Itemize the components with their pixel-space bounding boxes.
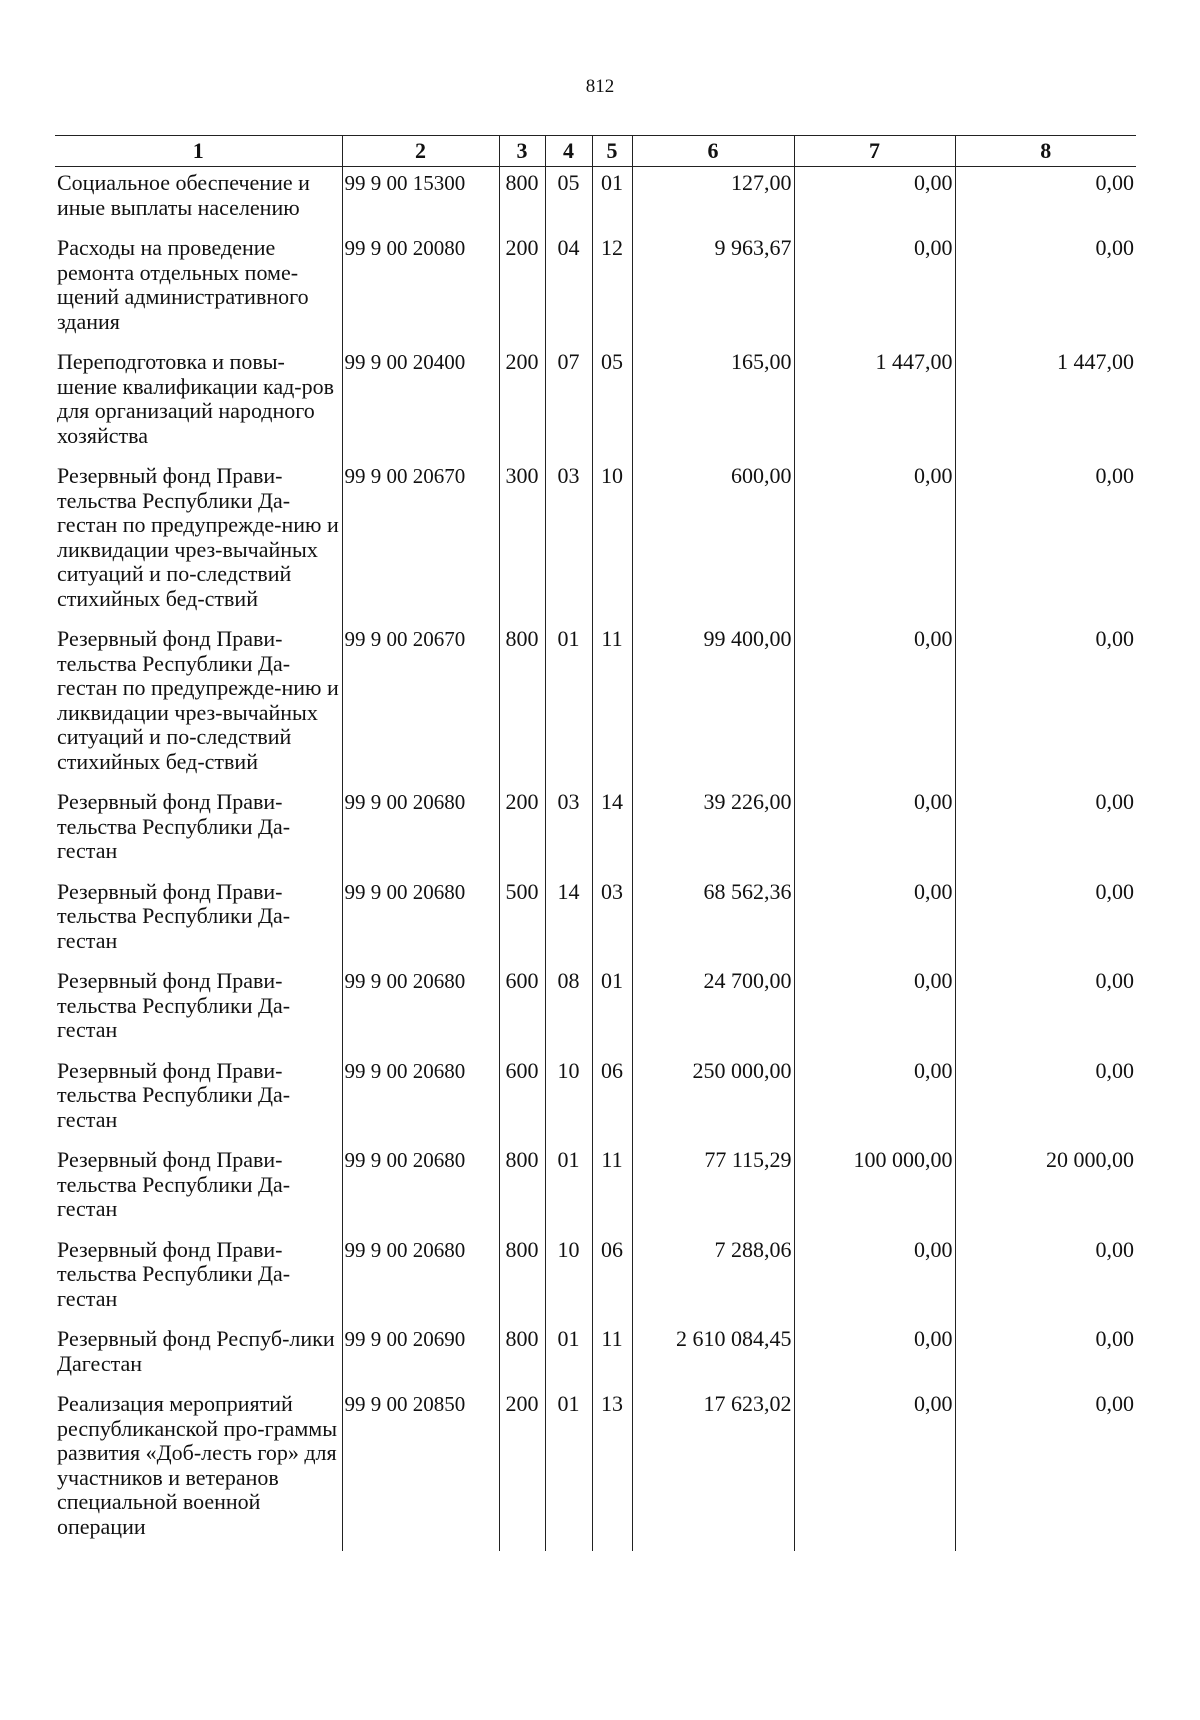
amount-column-7-cell: 0,00 bbox=[794, 232, 955, 346]
subsection-cell: 03 bbox=[592, 876, 632, 966]
amount-column-8-cell: 0,00 bbox=[955, 232, 1136, 346]
section-cell: 03 bbox=[545, 786, 592, 876]
target-article-code-cell: 99 9 00 20670 bbox=[342, 460, 499, 623]
expense-name-cell: Резервный фонд Прави-тельства Республики Да-гестан bbox=[57, 1057, 291, 1132]
expense-name-cell: Резервный фонд Прави-тельства Республики Да-гестан bbox=[57, 878, 291, 953]
amount-column-6-cell: 7 288,06 bbox=[632, 1234, 794, 1324]
expense-type-cell: 600 bbox=[499, 965, 545, 1055]
section-cell: 14 bbox=[545, 876, 592, 966]
amount-column-8-cell: 0,00 bbox=[955, 965, 1136, 1055]
amount-column-8-cell: 0,00 bbox=[955, 1234, 1136, 1324]
section-cell: 10 bbox=[545, 1055, 592, 1145]
column-header: 6 bbox=[632, 136, 794, 167]
expense-type-cell: 600 bbox=[499, 1055, 545, 1145]
header-row bbox=[55, 136, 1136, 167]
target-article-code-cell: 99 9 00 20680 bbox=[342, 876, 499, 966]
table-body bbox=[55, 167, 1136, 1552]
target-article-code-cell: 99 9 00 20690 bbox=[342, 1323, 499, 1388]
amount-column-8-cell: 0,00 bbox=[955, 786, 1136, 876]
subsection-cell: 11 bbox=[592, 1323, 632, 1388]
expense-type-cell: 800 bbox=[499, 623, 545, 786]
page-number: 812 bbox=[585, 76, 615, 97]
amount-column-6-cell: 68 562,36 bbox=[632, 876, 794, 966]
expense-name-cell: Реализация мероприятий республиканской про-граммы развития «Доб-лесть гор» для участников и ветеранов специальной военной операции bbox=[57, 1391, 337, 1539]
column-header: 2 bbox=[342, 136, 499, 167]
subsection-cell: 12 bbox=[592, 232, 632, 346]
subsection-cell: 13 bbox=[592, 1388, 632, 1551]
subsection-cell: 06 bbox=[592, 1234, 632, 1324]
subsection-cell: 01 bbox=[592, 167, 632, 233]
section-cell: 01 bbox=[545, 1144, 592, 1234]
amount-column-7-cell: 100 000,00 bbox=[794, 1144, 955, 1234]
column-header: 7 bbox=[794, 136, 955, 167]
amount-column-6-cell: 39 226,00 bbox=[632, 786, 794, 876]
expense-name-cell: Резервный фонд Прави-тельства Республики Да-гестан по предупрежде-нию и ликвидации чрез-вычайных ситуаций и по-следствий стихийных бед-ствий bbox=[57, 463, 339, 611]
column-header: 8 bbox=[955, 136, 1136, 167]
amount-column-8-cell: 0,00 bbox=[955, 460, 1136, 623]
subsection-cell: 11 bbox=[592, 623, 632, 786]
column-header: 4 bbox=[545, 136, 592, 167]
expense-name-cell: Резервный фонд Прави-тельства Республики Да-гестан по предупрежде-нию и ликвидации чрез-вычайных ситуаций и по-следствий стихийных бед-ствий bbox=[57, 626, 339, 774]
target-article-code-cell: 99 9 00 20850 bbox=[342, 1388, 499, 1551]
amount-column-7-cell: 1 447,00 bbox=[794, 346, 955, 460]
subsection-cell: 06 bbox=[592, 1055, 632, 1145]
amount-column-6-cell: 600,00 bbox=[632, 460, 794, 623]
amount-column-6-cell: 24 700,00 bbox=[632, 965, 794, 1055]
amount-column-6-cell: 17 623,02 bbox=[632, 1388, 794, 1551]
table-row bbox=[55, 460, 1136, 623]
section-cell: 04 bbox=[545, 232, 592, 346]
amount-column-8-cell: 20 000,00 bbox=[955, 1144, 1136, 1234]
amount-column-8-cell: 1 447,00 bbox=[955, 346, 1136, 460]
table-row bbox=[55, 1323, 1136, 1388]
section-cell: 05 bbox=[545, 167, 592, 233]
expense-name-cell: Переподготовка и повы-шение квалификации кад-ров для организаций народного хозяйства bbox=[57, 349, 335, 448]
expense-name-cell: Резервный фонд Прави-тельства Республики Да-гестан bbox=[57, 789, 291, 863]
expense-name-cell: Резервный фонд Прави-тельства Республики Да-гестан bbox=[57, 1147, 291, 1221]
amount-column-8-cell: 0,00 bbox=[955, 167, 1136, 233]
expense-type-cell: 200 bbox=[499, 786, 545, 876]
amount-column-7-cell: 0,00 bbox=[794, 1234, 955, 1324]
table-row bbox=[55, 1144, 1136, 1234]
amount-column-7-cell: 0,00 bbox=[794, 1055, 955, 1145]
expense-type-cell: 800 bbox=[499, 167, 545, 233]
expense-name-cell: Резервный фонд Респуб-лики Дагестан bbox=[57, 1326, 335, 1376]
expense-name-cell: Резервный фонд Прави-тельства Республики Да-гестан bbox=[57, 1236, 291, 1311]
section-cell: 10 bbox=[545, 1234, 592, 1324]
amount-column-7-cell: 0,00 bbox=[794, 786, 955, 876]
section-cell: 03 bbox=[545, 460, 592, 623]
column-header: 1 bbox=[55, 136, 342, 167]
subsection-cell: 01 bbox=[592, 965, 632, 1055]
subsection-cell: 11 bbox=[592, 1144, 632, 1234]
section-cell: 01 bbox=[545, 1323, 592, 1388]
expense-name-cell: Расходы на проведение ремонта отдельных поме-щений административного здания bbox=[57, 235, 309, 334]
target-article-code-cell: 99 9 00 20680 bbox=[342, 1055, 499, 1145]
target-article-code-cell: 99 9 00 20670 bbox=[342, 623, 499, 786]
amount-column-7-cell: 0,00 bbox=[794, 167, 955, 233]
target-article-code-cell: 99 9 00 20080 bbox=[342, 232, 499, 346]
amount-column-6-cell: 2 610 084,45 bbox=[632, 1323, 794, 1388]
target-article-code-cell: 99 9 00 20680 bbox=[342, 786, 499, 876]
table-row bbox=[55, 965, 1136, 1055]
target-article-code-cell: 99 9 00 20680 bbox=[342, 965, 499, 1055]
table-row bbox=[55, 346, 1136, 460]
table-row bbox=[55, 1388, 1136, 1551]
section-cell: 08 bbox=[545, 965, 592, 1055]
budget-table bbox=[55, 135, 1136, 1551]
expense-name-cell: Социальное обеспечение и иные выплаты населению bbox=[57, 170, 310, 220]
amount-column-8-cell: 0,00 bbox=[955, 1388, 1136, 1551]
section-cell: 01 bbox=[545, 623, 592, 786]
expense-type-cell: 800 bbox=[499, 1323, 545, 1388]
amount-column-7-cell: 0,00 bbox=[794, 876, 955, 966]
table-row bbox=[55, 1234, 1136, 1324]
amount-column-6-cell: 99 400,00 bbox=[632, 623, 794, 786]
column-header: 5 bbox=[592, 136, 632, 167]
table-row bbox=[55, 1055, 1136, 1145]
amount-column-6-cell: 250 000,00 bbox=[632, 1055, 794, 1145]
subsection-cell: 05 bbox=[592, 346, 632, 460]
expense-type-cell: 200 bbox=[499, 1388, 545, 1551]
expense-type-cell: 200 bbox=[499, 346, 545, 460]
amount-column-8-cell: 0,00 bbox=[955, 1055, 1136, 1145]
amount-column-8-cell: 0,00 bbox=[955, 876, 1136, 966]
expense-type-cell: 500 bbox=[499, 876, 545, 966]
subsection-cell: 10 bbox=[592, 460, 632, 623]
column-header: 3 bbox=[499, 136, 545, 167]
amount-column-7-cell: 0,00 bbox=[794, 623, 955, 786]
target-article-code-cell: 99 9 00 20680 bbox=[342, 1234, 499, 1324]
amount-column-7-cell: 0,00 bbox=[794, 460, 955, 623]
target-article-code-cell: 99 9 00 15300 bbox=[342, 167, 499, 233]
table-row bbox=[55, 232, 1136, 346]
amount-column-7-cell: 0,00 bbox=[794, 1323, 955, 1388]
expense-type-cell: 200 bbox=[499, 232, 545, 346]
target-article-code-cell: 99 9 00 20680 bbox=[342, 1144, 499, 1234]
table-row bbox=[55, 786, 1136, 876]
amount-column-6-cell: 77 115,29 bbox=[632, 1144, 794, 1234]
table-row bbox=[55, 876, 1136, 966]
expense-type-cell: 800 bbox=[499, 1234, 545, 1324]
target-article-code-cell: 99 9 00 20400 bbox=[342, 346, 499, 460]
subsection-cell: 14 bbox=[592, 786, 632, 876]
amount-column-6-cell: 9 963,67 bbox=[632, 232, 794, 346]
expense-type-cell: 300 bbox=[499, 460, 545, 623]
table-row bbox=[55, 623, 1136, 786]
amount-column-8-cell: 0,00 bbox=[955, 623, 1136, 786]
amount-column-6-cell: 165,00 bbox=[632, 346, 794, 460]
section-cell: 07 bbox=[545, 346, 592, 460]
table-row bbox=[55, 167, 1136, 233]
amount-column-7-cell: 0,00 bbox=[794, 1388, 955, 1551]
amount-column-6-cell: 127,00 bbox=[632, 167, 794, 233]
amount-column-8-cell: 0,00 bbox=[955, 1323, 1136, 1388]
amount-column-7-cell: 0,00 bbox=[794, 965, 955, 1055]
section-cell: 01 bbox=[545, 1388, 592, 1551]
expense-name-cell: Резервный фонд Прави-тельства Республики Да-гестан bbox=[57, 968, 291, 1042]
expense-type-cell: 800 bbox=[499, 1144, 545, 1234]
